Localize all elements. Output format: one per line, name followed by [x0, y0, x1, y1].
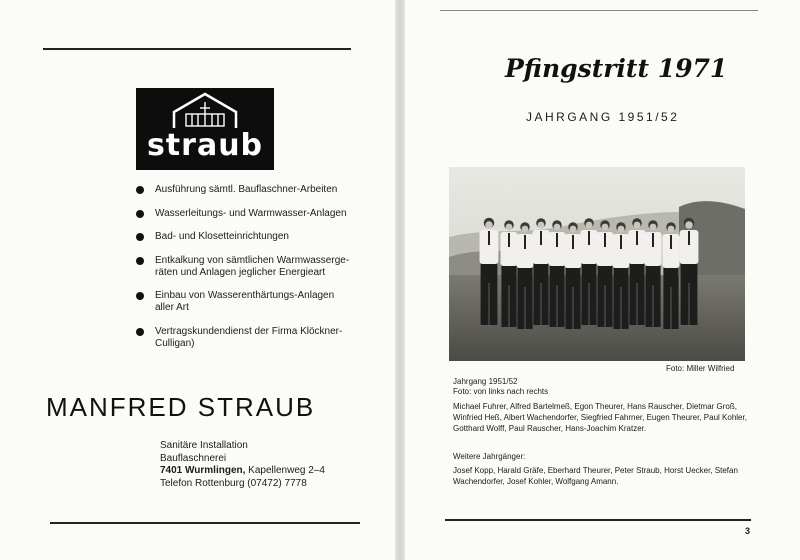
page-title: Pfingstritt 1971 — [505, 54, 728, 83]
photo-credit: Foto: Miller Wilfried — [666, 364, 735, 373]
more-names: Josef Kopp, Harald Gräfe, Eberhard Theurer, Peter Straub, Horst Uecker, Stefan Wachendorfer, Josef Kohler, Wolfgang Amann. — [453, 466, 738, 486]
service-item: Ausführung sämtl. Bauflaschner-Arbeiten — [136, 184, 376, 196]
bullet-icon — [136, 328, 144, 336]
bullet-icon — [136, 257, 144, 265]
person-figure — [628, 218, 645, 325]
person-figure — [480, 218, 499, 325]
person-figure — [516, 222, 533, 329]
page-number: 3 — [745, 526, 751, 536]
caption-line: Foto: von links nach rechts — [453, 387, 549, 396]
service-item: Entkalkung von sämtlichen Warmwasserge- räten und Anlagen jeglicher Energieart — [136, 255, 376, 279]
more-heading: Weitere Jahrgänger: — [453, 452, 526, 461]
names-list: Michael Fuhrer, Alfred Bartelmeß, Egon Theurer, Hans Rauscher, Dietmar Groß, Winfried Heß, Albert Wachendorfer, Siegfried Fahrner, Eugen Theurer, Paul Kohler, Gotthard Wolff, Paul Rauscher, Hans-Joachim Kratzer. — [453, 402, 747, 433]
person-figure — [580, 218, 597, 325]
person-figure — [548, 220, 565, 327]
photo-caption — [453, 377, 548, 397]
top-rule-right — [440, 10, 758, 11]
service-item: Einbau von Wasserenthärtungs-Anlagen aller Art — [136, 290, 376, 314]
address-line: Bauflaschnerei — [160, 452, 227, 464]
person-figure — [680, 218, 699, 325]
person-figure — [644, 220, 661, 327]
bullet-icon — [136, 292, 144, 300]
book-gutter — [395, 0, 405, 560]
service-item: Vertragskundendienst der Firma Klöckner- Culligan) — [136, 326, 376, 350]
group-photo — [449, 167, 745, 361]
address-line: Sanitäre Installation — [160, 440, 248, 451]
person-figure — [596, 220, 613, 327]
caption-line: Jahrgang 1951/52 — [453, 377, 518, 386]
bullet-icon — [136, 186, 144, 194]
services-list — [136, 184, 376, 361]
logo-wordmark: straub — [146, 128, 264, 163]
address-line: Telefon Rottenburg (07472) 7778 — [160, 477, 307, 489]
person-figure — [532, 218, 549, 325]
page-subtitle: JAHRGANG 1951/52 — [526, 110, 680, 124]
person-figure — [612, 222, 629, 329]
address-line: 7401 Wurmlingen, Kapellenweg 2–4 — [160, 465, 325, 476]
person-figure — [564, 222, 581, 329]
bullet-icon — [136, 210, 144, 218]
straub-logo — [136, 88, 274, 170]
bottom-rule-left — [50, 522, 360, 524]
top-rule-left — [43, 48, 351, 50]
person-figure — [500, 220, 517, 327]
bullet-icon — [136, 233, 144, 241]
bottom-rule-right — [445, 519, 751, 521]
service-item: Bad- und Klosetteinrichtungen — [136, 231, 376, 243]
person-figure — [662, 222, 679, 329]
service-item: Wasserleitungs- und Warmwasser-Anlagen — [136, 208, 376, 220]
company-name: MANFRED STRAUB — [46, 392, 316, 422]
company-address — [160, 440, 325, 490]
